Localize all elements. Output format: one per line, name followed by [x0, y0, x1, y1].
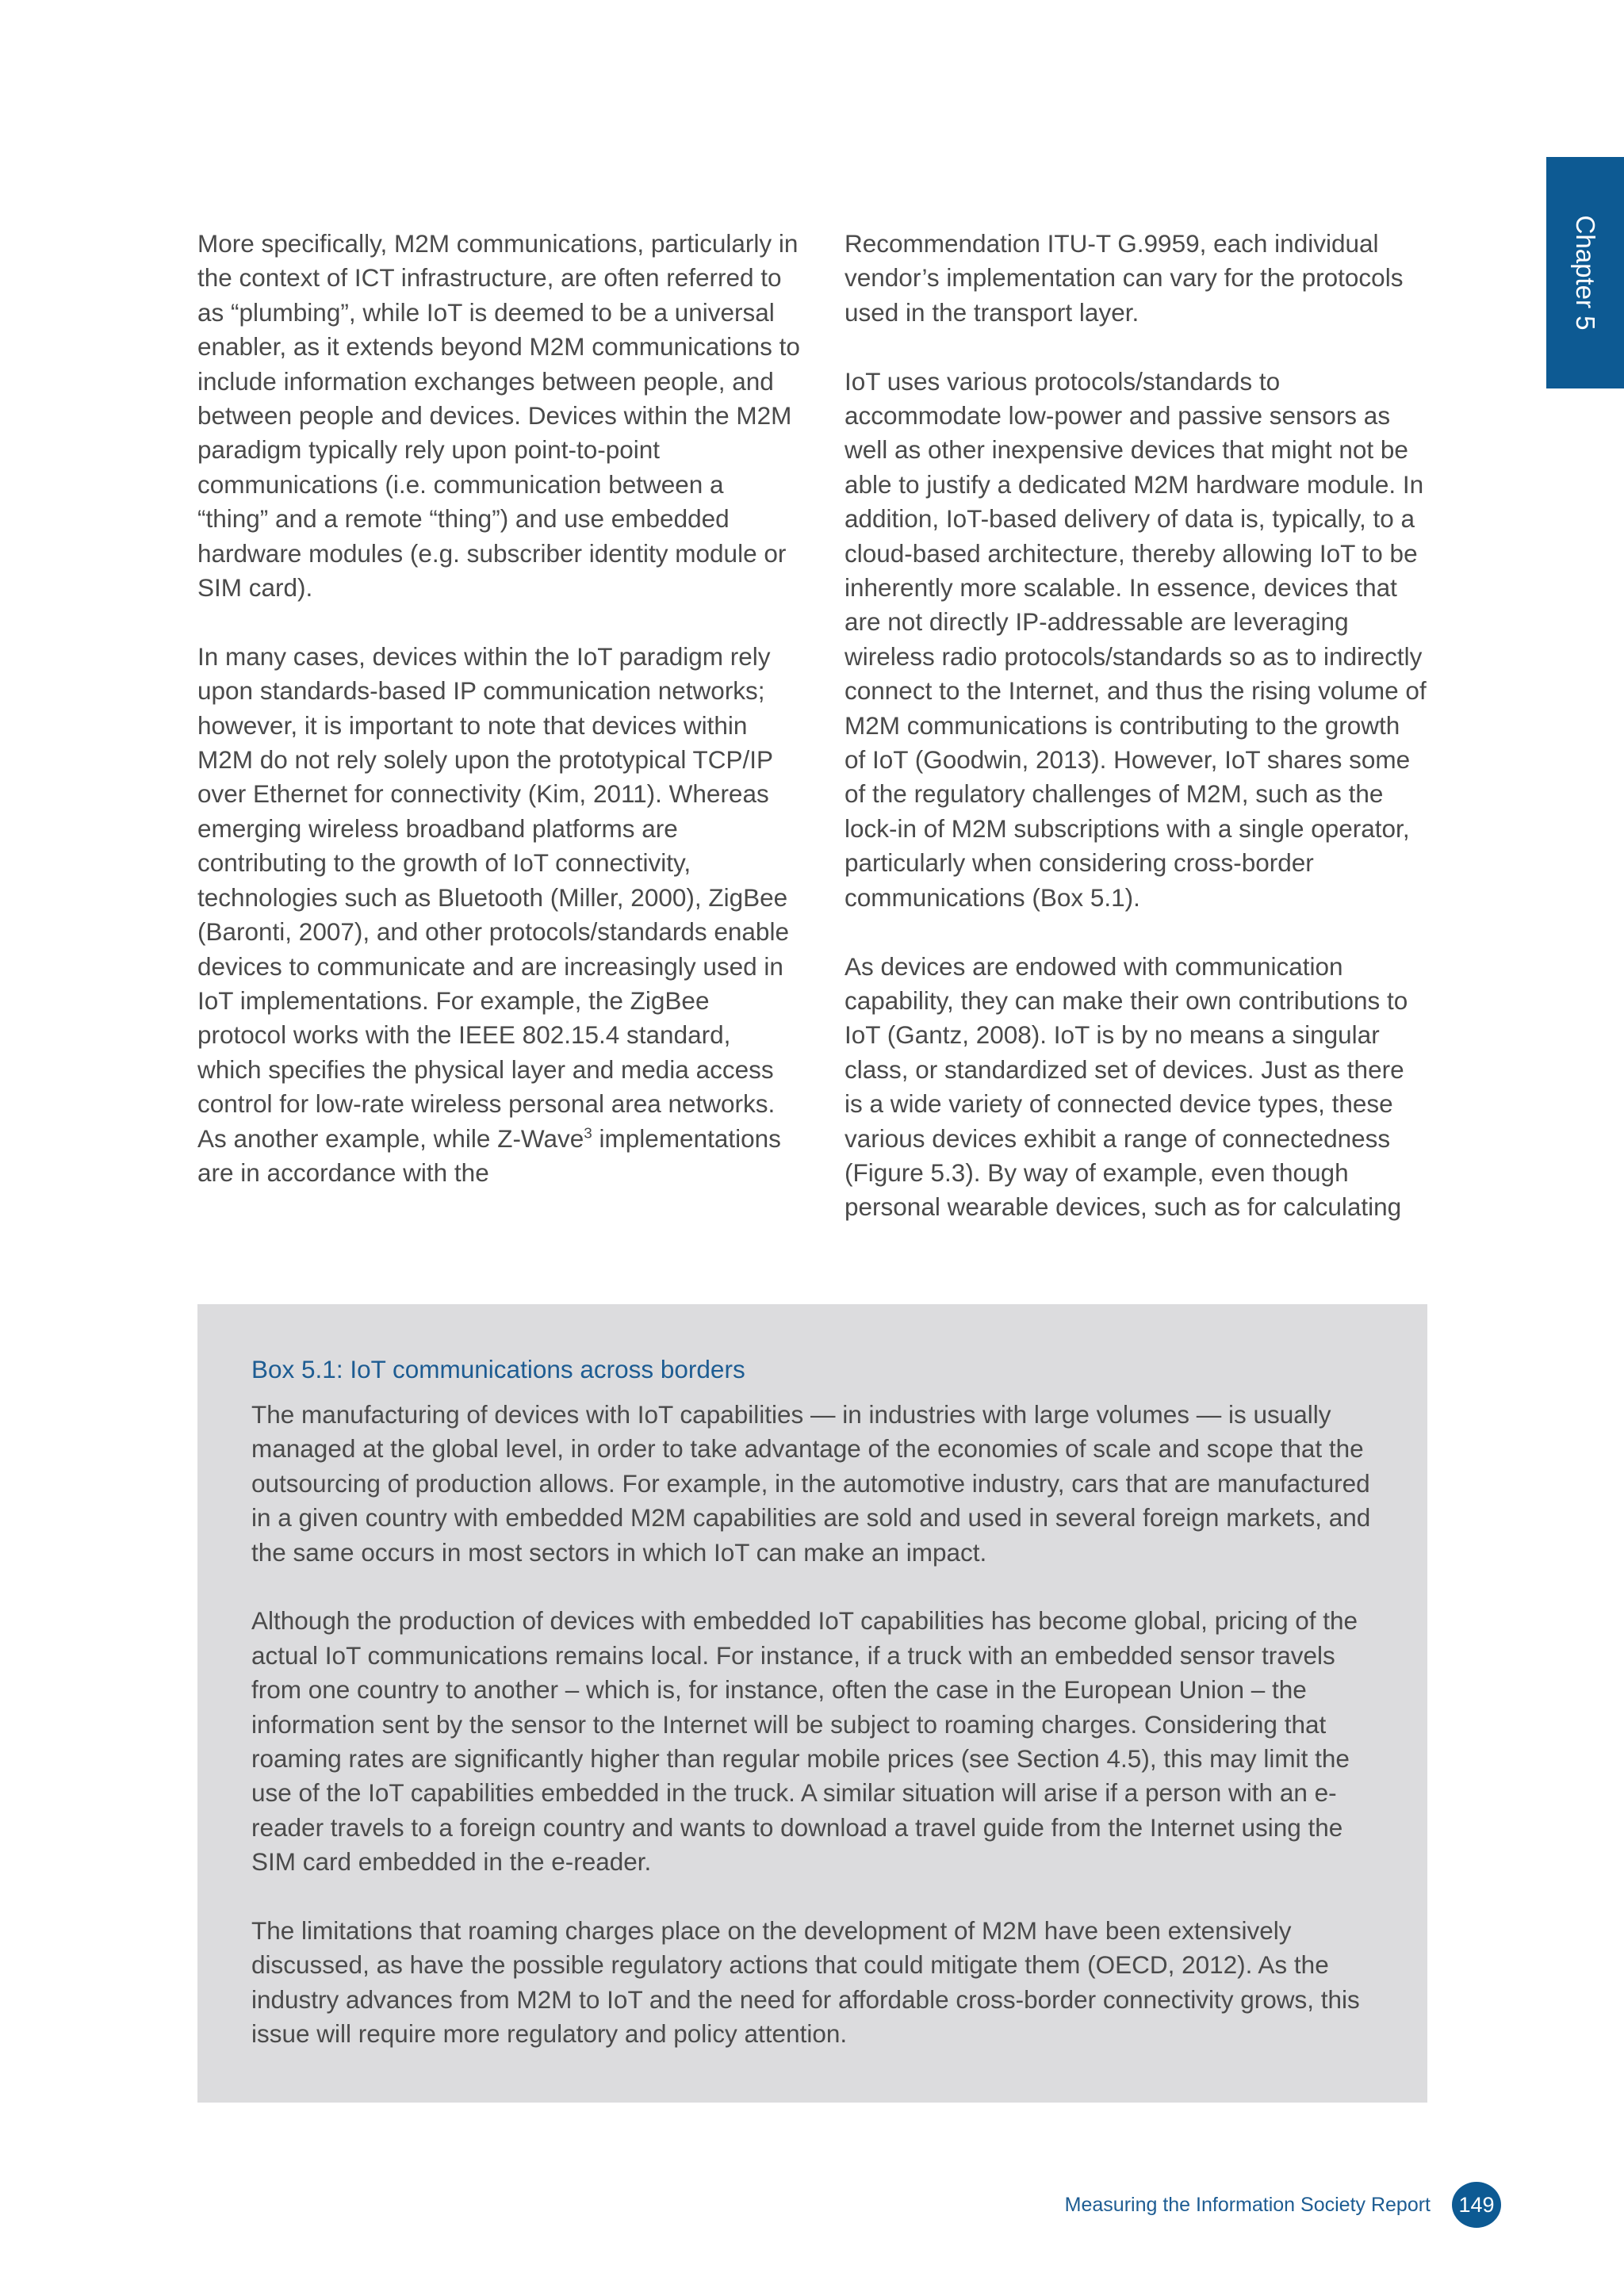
- page-number: 149: [1452, 2182, 1501, 2228]
- chapter-label: Chapter 5: [1571, 215, 1600, 331]
- box-5-1: [197, 1304, 1427, 2103]
- right-paragraph-2: IoT uses various protocols/standards to accommodate low-power and passive sensors as well as other inexpensive devices that might not be able to justify a dedicated M2M hardware module. In addition, IoT-based delivery of data is, typically, to a cloud-based architecture, thereby allowing IoT to be inherently more scalable. In essence, devices that are not directly IP-addressable are leveraging wireless radio protocols/standards so as to indirectly connect to the Internet, and thus the rising volume of M2M communications is contributing to the growth of IoT (Goodwin, 2013). However, IoT shares some of the regulatory challenges of M2M, such as the lock-in of M2M subscriptions with a single operator, particularly when considering cross-border communications (Box 5.1).: [845, 366, 1427, 912]
- right-paragraph-1: Recommendation ITU-T G.9959, each individual vendor’s implementation can vary for the protocols used in the transport layer.: [845, 229, 1404, 327]
- left-paragraph-1: More specifically, M2M communications, particularly in the context of ICT infrastructure, are often referred to as “plumbing”, while IoT is deemed to be a universal enabler, as it extends beyond M2M communications to include information exchanges between people, and between people and devices. Devices within the M2M paradigm typically rely upon point-to-point communications (i.e. communication between a “thing” and a remote “thing”) and use embedded hardware modules (e.g. subscriber identity module or SIM card).: [197, 229, 800, 603]
- left-paragraph-2-text: In many cases, devices within the IoT paradigm rely upon standards-based IP communication networks; however, it is important to note that devices within M2M do not rely solely upon the prototypical TCP/IP over Ethernet for connectivity (Kim, 2011). Whereas emerging wireless broadband platforms are contributing to the growth of IoT connectivity, technologies such as Bluetooth (Miller, 2000), ZigBee (Baronti, 2007), and other protocols/standards enable devices to communicate and are increasingly used in IoT implementations. For example, the ZigBee protocol works with the IEEE 802.15.4 standard, which specifies the physical layer and media access control for low-rate wireless personal area networks. As another example, while Z-Wave: [197, 641, 789, 1153]
- right-column: [845, 227, 1427, 1225]
- box-paragraph-1: The manufacturing of devices with IoT capabilities — in industries with large volumes — is usually managed at the global level, in order to take advantage of the economies of scale and scope that the outsourcing of production allows. For example, in the automotive industry, cars that are manufactured in a given country with embedded M2M capabilities are sold and used in several foreign markets, and the same occurs in most sectors in which IoT can make an impact.: [251, 1400, 1371, 1567]
- box-title: Box 5.1: IoT communications across borders: [251, 1355, 745, 1383]
- footnote-marker: 3: [584, 1125, 592, 1142]
- footer-report-title: Measuring the Information Society Report: [1064, 2194, 1431, 2216]
- left-column: [197, 227, 800, 1190]
- chapter-tab: [1546, 157, 1624, 388]
- box-paragraph-3: The limitations that roaming charges place on the development of M2M have been extensively discussed, as have the possible regulatory actions that could mitigate them (OECD, 2012). As the industry advances from M2M to IoT and the need for affordable cross-border connectivity grows, this issue will require more regulatory and policy attention.: [251, 1916, 1360, 2049]
- box-paragraph-2: Although the production of devices with embedded IoT capabilities has become global, pricing of the actual IoT communications remains local. For instance, if a truck with an embedded sensor travels from one country to another – which is, for instance, often the case in the European Union – the information sent by the sensor to the Internet will be subject to roaming charges. Considering that roaming rates are significantly higher than regular mobile prices (see Section 4.5), this may limit the use of the IoT capabilities embedded in the truck. A similar situation will arise if a person with an e-reader travels to a foreign country and wants to download a travel guide from the Internet using the SIM card embedded in the e-reader.: [251, 1606, 1358, 1877]
- right-paragraph-3: As devices are endowed with communication capability, they can make their own contributions to IoT (Gantz, 2008). IoT is by no means a singular class, or standardized set of devices. Just as there is a wide variety of connected device types, these various devices exhibit a range of connectedness (Figure 5.3). By way of example, even though personal wearable devices, such as for calculating: [845, 951, 1408, 1222]
- left-paragraph-2-end: implementations are in accordance with the: [197, 1123, 781, 1187]
- left-paragraph-2: [197, 640, 800, 1191]
